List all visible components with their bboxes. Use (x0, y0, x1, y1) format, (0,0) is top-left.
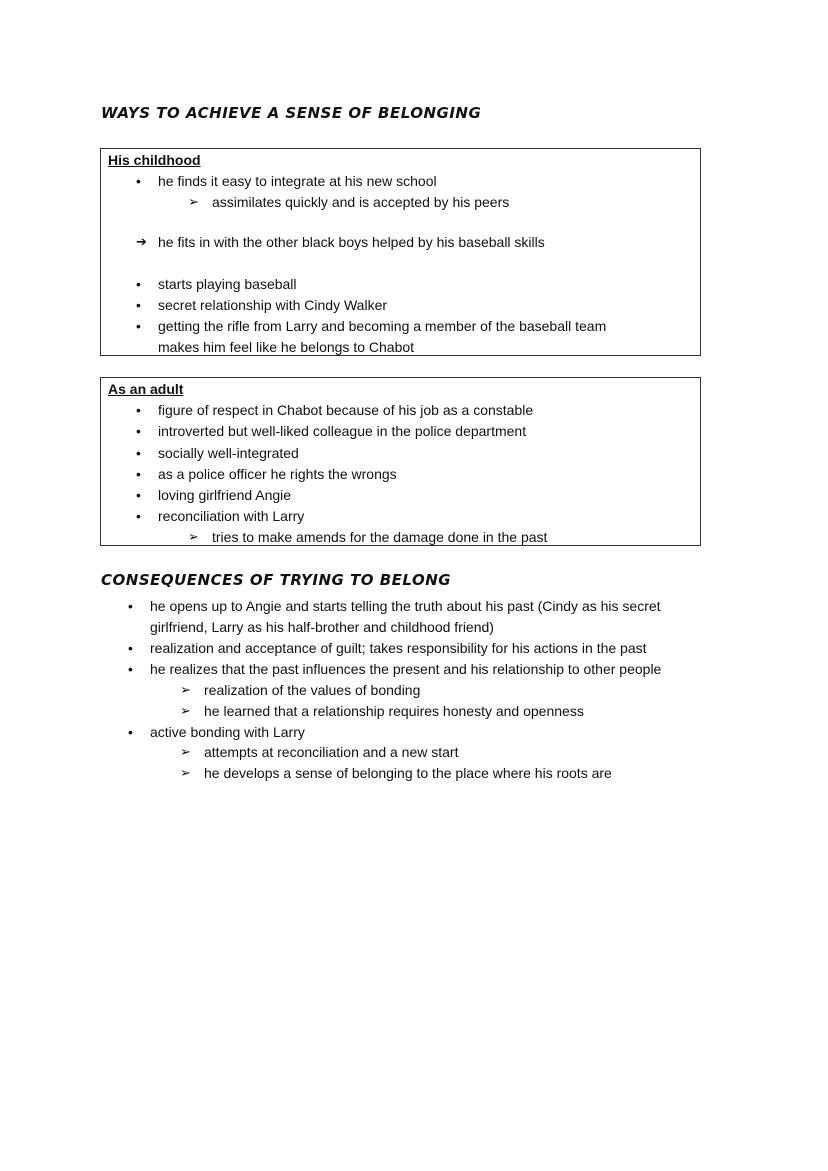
consequence-point-1-continued: girlfriend, Larry as his half-brother and childhood friend) (150, 619, 494, 635)
consequence-point-3: • he realizes that the past influences the present and his relationship to other people (150, 660, 661, 678)
adult-point-2: • introverted but well-liked colleague in the police department (158, 422, 526, 440)
childhood-arrow-point: ➔ he fits in with the other black boys helped by his baseball skills (158, 233, 545, 251)
adult-point-3: • socially well-integrated (158, 444, 299, 462)
consequence-point-2: • realization and acceptance of guilt; takes responsibility for his actions in the past (150, 639, 647, 657)
consequence-point-4: • active bonding with Larry (150, 723, 305, 741)
consequence-point-4-sub-1: ➢ attempts at reconciliation and a new start (204, 743, 458, 761)
adult-point-4: • as a police officer he rights the wrongs (158, 465, 397, 483)
section-heading-belonging: WAYS TO ACHIEVE A SENSE OF BELONGING (101, 104, 482, 122)
adult-title: As an adult (108, 381, 184, 397)
childhood-point-2: • starts playing baseball (158, 275, 297, 293)
adult-point-5: • loving girlfriend Angie (158, 486, 291, 504)
consequence-point-1: • he opens up to Angie and starts telling the truth about his past (Cindy as his secret (150, 597, 661, 615)
consequence-point-3-sub-2: ➢ he learned that a relationship requires honesty and openness (204, 702, 584, 720)
childhood-point-4: • getting the rifle from Larry and becoming a member of the baseball team (158, 317, 606, 335)
childhood-point-3: • secret relationship with Cindy Walker (158, 296, 387, 314)
childhood-point-1: • he finds it easy to integrate at his new school (158, 172, 437, 190)
adult-point-1: • figure of respect in Chabot because of his job as a constable (158, 401, 533, 419)
childhood-title: His childhood (108, 152, 201, 168)
section-heading-consequences: CONSEQUENCES OF TRYING TO BELONG (101, 571, 452, 589)
consequence-point-3-sub-1: ➢ realization of the values of bonding (204, 681, 420, 699)
childhood-point-4-continued: makes him feel like he belongs to Chabot (158, 339, 415, 355)
consequence-point-4-sub-2: ➢ he develops a sense of belonging to the place where his roots are (204, 764, 612, 782)
adult-subpoint-1: ➢ tries to make amends for the damage done in the past (212, 528, 547, 546)
childhood-subpoint-1: ➢ assimilates quickly and is accepted by his peers (212, 193, 509, 211)
adult-point-6: • reconciliation with Larry (158, 507, 304, 525)
